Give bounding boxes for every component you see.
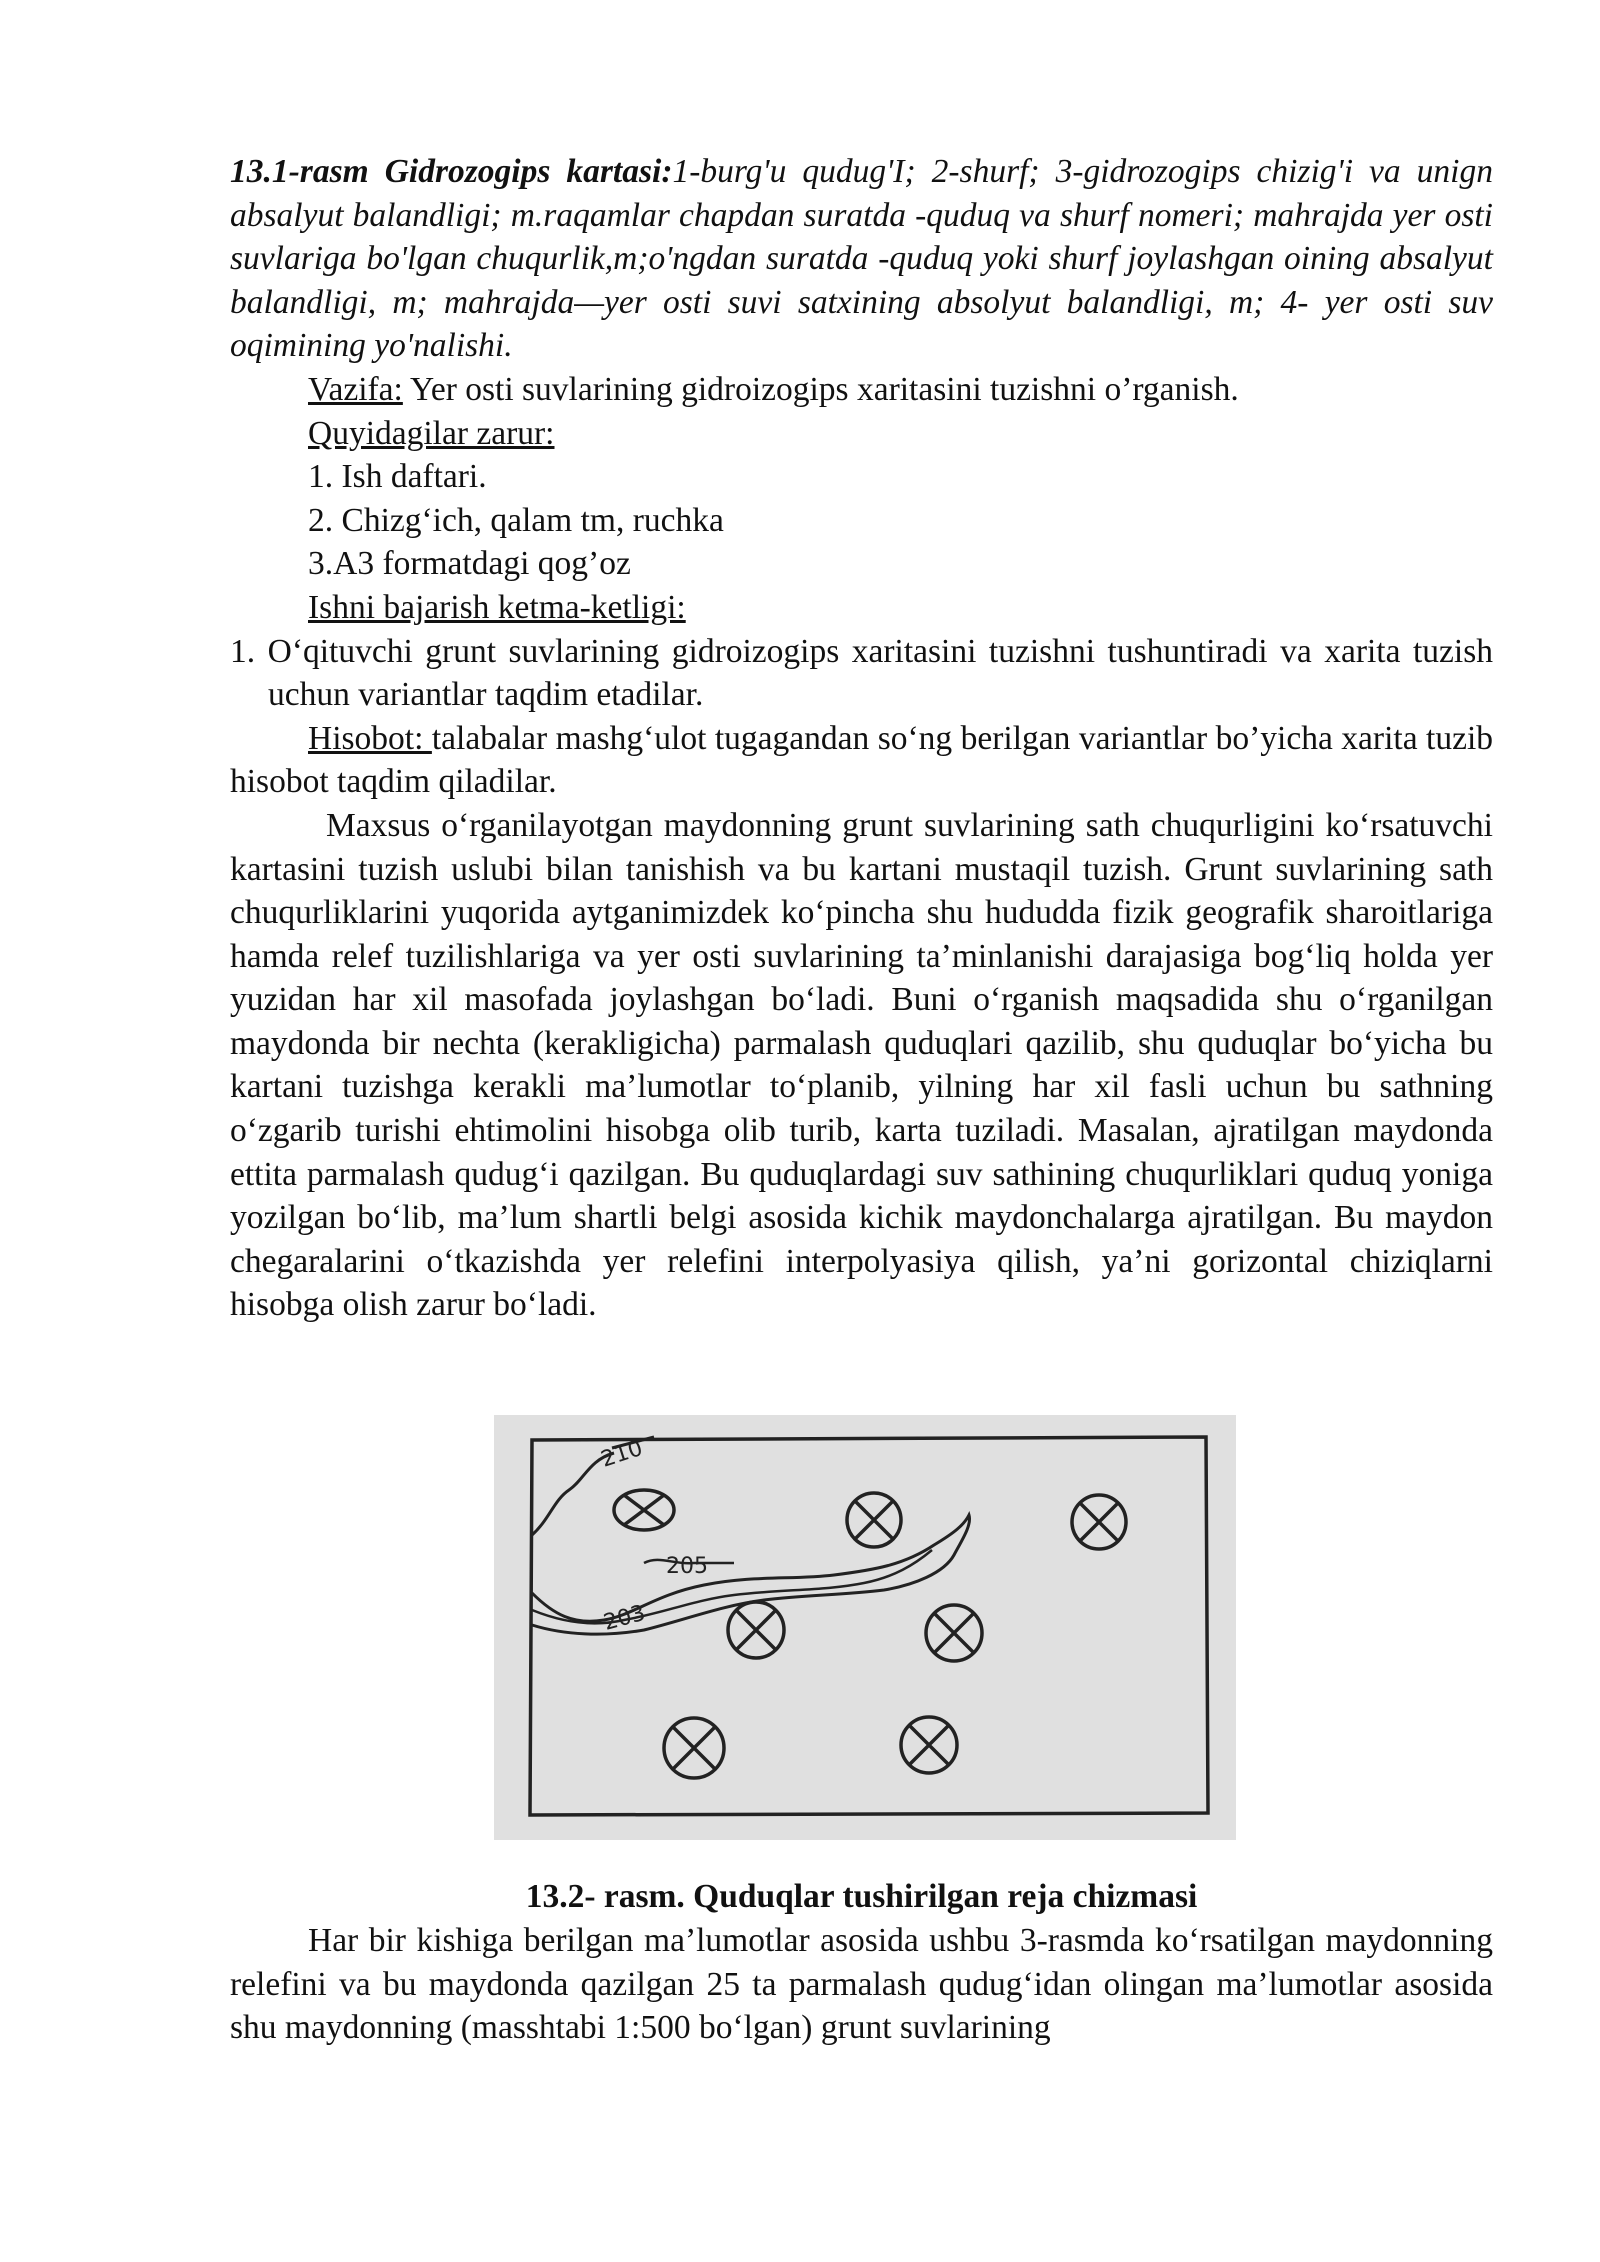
well-icon xyxy=(1072,1495,1126,1549)
order-heading: Ishni bajarish ketma-ketligi: xyxy=(308,588,686,626)
well-icon xyxy=(614,1490,674,1530)
contour-label-205: 205 xyxy=(666,1554,708,1579)
well-icon xyxy=(728,1602,784,1658)
well-plan-figure xyxy=(494,1415,1236,1840)
main-paragraph: Maxsus o‘rganilayotgan maydonning grunt suvlarining sath chuqurligini ko‘rsatuvchi kartasini tuzish uslubi bilan tanishish va bu kartani mustaqil tuzish. Grunt suvlarining sath chuqurliklarini yuqorida aytganimizdek ko‘pincha shu hududda fizik geografik sharoitlariga hamda relef tuzilishlariga va yer osti suvlarining ta’minlanishi darajasiga bog‘liq holda yer yuzidan har xil masofada joylashgan bo‘ladi. Buni o‘rganish maqsadida shu o‘rganilgan maydonda bir nechta (kerakligicha) parmalash quduqlari qazilib, shu quduqlar bo‘yicha bu kartani tuzishga kerakli ma’lumotlar to‘planib, yilning har xil fasli uchun bu sathning o‘zgarib turishi ehtimolini hisobga olib turib, karta tuziladi. Masalan, ajratilgan maydonda ettita parmalash qudug‘i qazilgan. Bu quduqlardagi suv sathining chuqurliklari quduq yoniga yozilgan bo‘lib, ma’lum shartli belgi asosida kichik maydonchalarga ajratilgan. Bu maydon chegaralarini o‘tkazishda yer relefini interpolyasiya qilish, ya’ni gorizontal chiziqlarni hisobga olish zarur bo‘ladi. xyxy=(230,806,1493,1324)
figure-13-2-caption: 13.2- rasm. Quduqlar tushirilgan reja chizmasi xyxy=(525,1878,1198,1915)
well-icon xyxy=(847,1493,901,1547)
document-body-continued xyxy=(230,1919,1493,2050)
caption-text: 1-burg'u qudug'I; 2-shurf; 3-gidrozogips chizig'i va unign absalyut balandligi; m.raqamlar chapdan suratda -quduq va shurf nomeri; mahrajda yer osti suvlariga bo'lgan chuqurlik,m;o'ngdan suratda -quduq yoki shurf joylashgan oining absalyut balandligi, m; mahrajda—yer osti suvi satxining absolyut balandligi, m; 4- yer osti suv oqimining yo'nalishi. xyxy=(230,153,1493,365)
contour-line-210 xyxy=(532,1453,614,1535)
contour-line-203 xyxy=(532,1550,932,1623)
well-plan-drawing xyxy=(494,1415,1236,1840)
task-label: Vazifa: xyxy=(308,370,403,408)
task-text: Yer osti suvlarining gidroizogips xaritasini tuzishni o’rganish. xyxy=(402,370,1239,408)
report-paragraph xyxy=(230,717,1493,804)
task-line xyxy=(230,368,1493,412)
last-paragraph: Har bir kishiga berilgan ma’lumotlar asosida ushbu 3-rasmda ko‘rsatilgan maydonning relefini va bu maydonda qazilgan 25 ta parmalash qudug‘idan olingan ma’lumotlar asosida shu maydonning (masshtabi 1:500 bo‘lgan) grunt suvlarining xyxy=(230,1922,1493,2047)
contour-label-203: 203 xyxy=(601,1600,649,1636)
contour-label-210: 210 xyxy=(598,1435,646,1473)
well-markers xyxy=(614,1490,1126,1778)
required-heading: Quyidagilar zarur: xyxy=(308,414,555,452)
contour-line-205 xyxy=(532,1515,970,1634)
caption-lead: 13.1-rasm Gidrozogips kartasi: xyxy=(230,153,673,190)
order-step-1: 1. O‘qituvchi grunt suvlarining gidroizogips xaritasini tuzishni tushuntiradi va xarita tuzish uchun variantlar taqdim etadilar. xyxy=(230,632,1493,714)
report-label: Hisobot: xyxy=(308,719,432,757)
document-body xyxy=(230,150,1493,1327)
report-text: talabalar mashg‘ulot tugagandan so‘ng berilgan variantlar bo’yicha xarita tuzib hisobot taqdim qiladilar. xyxy=(230,719,1494,801)
well-icon xyxy=(901,1717,957,1773)
well-icon xyxy=(664,1718,724,1778)
required-item: 2. Chizg‘ich, qalam tm, ruchka xyxy=(308,501,724,539)
figure-13-1-caption xyxy=(230,150,1493,368)
required-item: 1. Ish daftari. xyxy=(308,458,487,496)
required-item: 3.A3 formatdagi qog’oz xyxy=(308,545,631,583)
well-icon xyxy=(926,1605,982,1661)
